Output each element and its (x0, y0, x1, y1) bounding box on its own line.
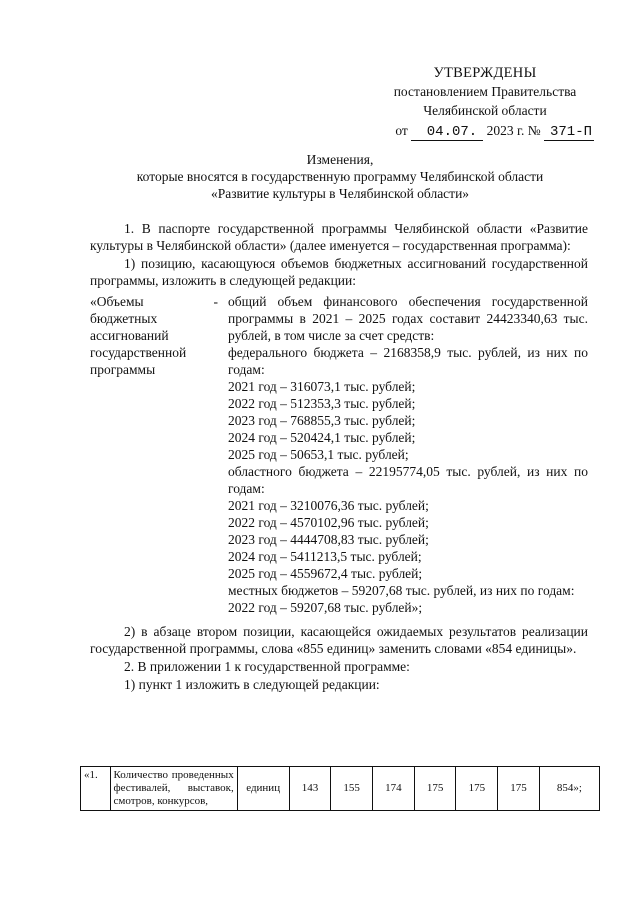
heading-line-3: «Развитие культуры в Челябинской области» (210, 186, 470, 201)
budget-position-block (90, 293, 588, 616)
budget-line: 2023 год – 4444708,83 тыс. рублей; (228, 532, 429, 547)
row-value: 174 (373, 767, 415, 811)
budget-line: 2025 год – 50653,1 тыс. рублей; (228, 447, 409, 462)
budget-label-text: «Объемы бюджетных ассигнований государственной программы (90, 294, 187, 377)
year-label: 2023 г. № (486, 123, 541, 138)
after-block (90, 623, 588, 693)
budget-line: 2022 год – 4570102,96 тыс. рублей; (228, 515, 429, 530)
budget-label-dash: - (213, 294, 218, 309)
approval-dateline (370, 121, 600, 141)
budget-line: 2023 год – 768855,3 тыс. рублей; (228, 413, 416, 428)
approval-title: УТВЕРЖДЕНЫ (433, 65, 537, 81)
budget-line: 2022 год – 512353,3 тыс. рублей; (228, 396, 416, 411)
budget-line: 2021 год – 3210076,36 тыс. рублей; (228, 498, 429, 513)
approval-line-1: постановлением Правительства (393, 84, 577, 99)
budget-line: 2022 год – 59207,68 тыс. рублей»; (228, 600, 423, 615)
row-value: 155 (331, 767, 373, 811)
row-value: 175 (498, 767, 540, 811)
date-value: 04.07. (411, 124, 483, 141)
row-number: «1. (81, 767, 111, 811)
budget-line: общий объем финансового обеспечения государственной программы в 2021 – 2025 годах составит 24423340,63 тыс. рублей, в том числе за счет средств: (228, 294, 588, 343)
paragraph-5: 1) пункт 1 изложить в следующей редакции: (124, 677, 380, 692)
paragraph-4: 2. В приложении 1 к государственной программе: (124, 659, 410, 674)
budget-line: местных бюджетов – 59207,68 тыс. рублей, из них по годам: (228, 583, 575, 598)
row-description: Количество проведенных фестивалей, выставок, смотров, конкурсов, (110, 767, 237, 811)
heading-line-1: Изменения, (306, 152, 374, 167)
row-unit: единиц (237, 767, 289, 811)
budget-line: 2025 год – 4559672,4 тыс. рублей; (228, 566, 423, 581)
row-value: 175 (414, 767, 456, 811)
heading-line-2: которые вносятся в государственную программу Челябинской области (136, 169, 544, 184)
approval-line-2: Челябинской области (423, 103, 547, 118)
budget-line: 2021 год – 316073,1 тыс. рублей; (228, 379, 416, 394)
paragraph-1: 1. В паспорте государственной программы Челябинской области «Развитие культуры в Челябинской области» (далее именуется – государственная программа): (90, 221, 588, 253)
budget-position-label (90, 293, 228, 616)
budget-line: 2024 год – 5411213,5 тыс. рублей; (228, 549, 422, 564)
row-total: 854»; (539, 767, 599, 811)
paragraph-3: 2) в абзаце втором позиции, касающейся ожидаемых результатов реализации государственной программы, слова «855 единиц» заменить словами «854 единицы». (90, 624, 588, 656)
row-value: 143 (289, 767, 331, 811)
document-body (90, 220, 588, 693)
budget-position-values (228, 293, 588, 616)
decree-number: 371-П (544, 124, 594, 141)
results-table (80, 766, 600, 811)
document-heading (90, 151, 590, 202)
budget-line: 2024 год – 520424,1 тыс. рублей; (228, 430, 416, 445)
budget-line: федерального бюджета – 2168358,9 тыс. рублей, из них по годам: (228, 345, 588, 377)
table-row (81, 767, 600, 811)
row-value: 175 (456, 767, 498, 811)
paragraph-2: 1) позицию, касающуюся объемов бюджетных ассигнований государственной программы, изложить в следующей редакции: (90, 256, 588, 288)
date-prefix: от (395, 123, 408, 138)
budget-line: областного бюджета – 22195774,05 тыс. рублей, из них по годам: (228, 464, 588, 496)
approval-stamp (370, 64, 600, 141)
